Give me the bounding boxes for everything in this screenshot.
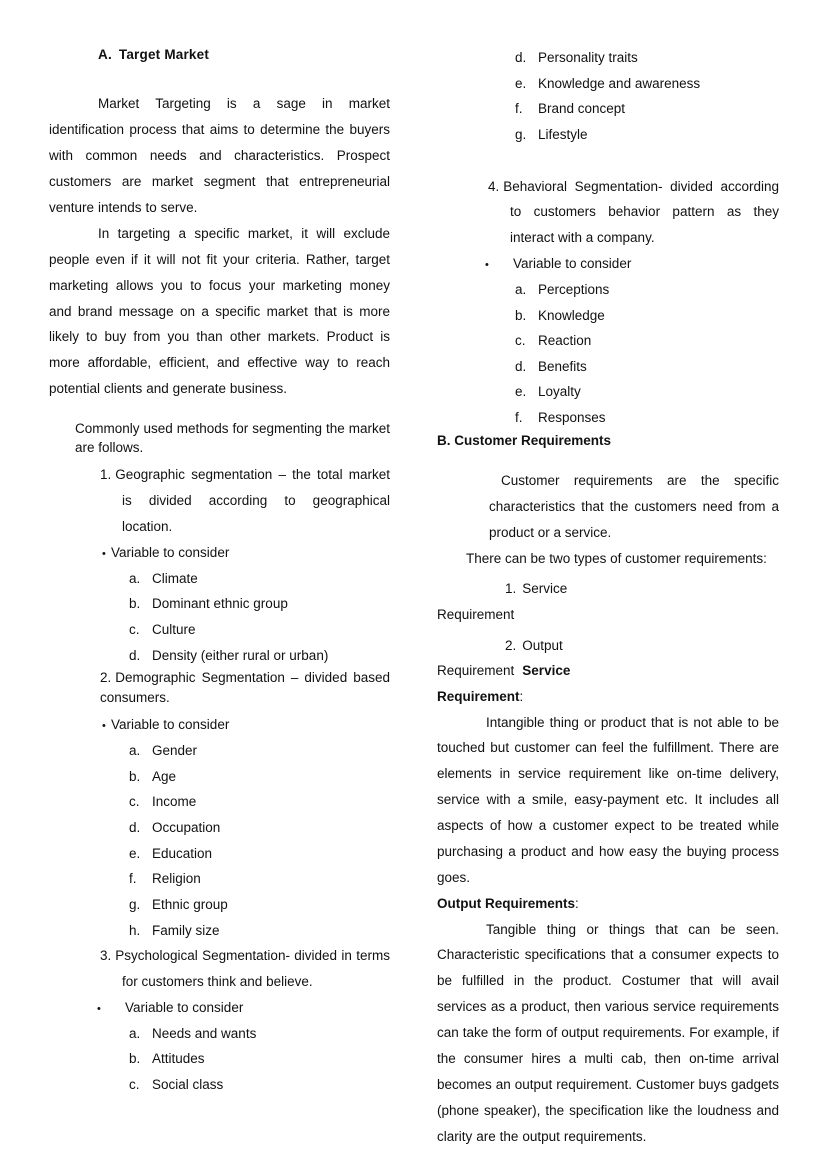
list-item-letter: a. <box>515 281 527 297</box>
list-item-letter: a. <box>129 570 141 586</box>
list-item-letter: g. <box>515 126 527 142</box>
variable-label-text: Variable to consider <box>513 256 632 272</box>
list-item-text: Culture <box>152 622 196 638</box>
list-item-text: Dominant ethnic group <box>152 596 288 612</box>
list-item <box>129 841 390 867</box>
list-item <box>515 71 779 97</box>
segmentation-number: 2. <box>100 670 112 686</box>
list-item-text: Age <box>152 768 177 784</box>
list-item <box>129 815 390 841</box>
service-requirement-heading <box>437 684 779 710</box>
requirement-type-two-wrap: Requirement <box>437 663 515 679</box>
list-item <box>129 866 390 892</box>
list-item <box>515 354 779 380</box>
list-item-text: Knowledge <box>538 307 605 323</box>
variable-label-demographic <box>102 712 390 738</box>
segmentation-title: Geographic segmentation – the total market is divided according to geographical location. <box>115 467 390 535</box>
list-item-text: Perceptions <box>538 281 610 297</box>
list-item-text: Social class <box>152 1076 224 1092</box>
segmentation-title: Psychological Segmentation- divided in terms for customers think and believe. <box>115 948 390 990</box>
list-item <box>129 1021 390 1047</box>
list-item-letter: f. <box>129 871 137 887</box>
requirement-type-one-wrap: Requirement <box>437 607 515 623</box>
bullet-icon: • <box>102 548 106 561</box>
list-item-text: Ethnic group <box>152 896 228 912</box>
list-item <box>515 45 779 71</box>
list-item-letter: d. <box>129 647 141 663</box>
paragraph-output-requirements-body: Tangible thing or things that can be seen. Characteristic specifications that a consumer expects to be fulfilled in the product. Costumer that will avail services as a product, then various service requirements can take the form of output requirements. For example, if the consumer hires a multi cab, then on-time arrival becomes an output requirement. Customer buys gadgets (phone speaker), the specification like the loudness and clarity are the output requirements. <box>437 921 779 1144</box>
list-item-letter: d. <box>515 358 527 374</box>
variable-label-geographic <box>102 540 390 566</box>
list-item-letter: g. <box>129 896 141 912</box>
segmentation-number: 4. <box>488 178 500 194</box>
segmentation-title: Demographic Segmentation – divided based consumers. <box>100 670 390 705</box>
service-requirement-bold-lead: Service <box>522 663 571 679</box>
paragraph-in-targeting: In targeting a specific market, it will exclude people even if it will not fit your criteria. Rather, target marketing allows you to focus your marketing money and brand message on a specific market that is more likely to buy from you than other markets. Product is more affordable, efficient, and effective way to reach potential clients and generate business. <box>49 225 390 397</box>
list-item-text: Religion <box>152 871 201 887</box>
variable-list-demographic <box>49 738 390 943</box>
list-item <box>515 405 779 431</box>
list-item <box>129 918 390 944</box>
segmentation-number: 1. <box>100 467 112 483</box>
list-item-text: Reaction <box>538 333 592 349</box>
list-item <box>515 328 779 354</box>
list-item-text: Benefits <box>538 358 587 374</box>
list-item-text: Income <box>152 794 197 810</box>
list-item-letter: a. <box>129 1025 141 1041</box>
list-item-letter: c. <box>129 1076 140 1092</box>
left-column <box>49 0 390 1098</box>
requirement-type-two-number: 2. <box>505 637 517 653</box>
list-item <box>129 892 390 918</box>
section-heading-a-letter: A. <box>98 47 112 62</box>
segmentation-item-behavioral <box>488 174 779 252</box>
right-column <box>437 0 779 1150</box>
output-requirements-colon: : <box>575 895 579 911</box>
requirement-type-two <box>505 633 779 659</box>
paragraph-service-requirement-body: Intangible thing or product that is not able to be touched but customer can feel the fulfillment. There are elements in service requirement like on-time delivery, service with a smile, easy-payment etc. It includes all aspects of how a customer expect to be treated while purchasing a product and how easy the buying process goes. <box>437 714 779 886</box>
list-item <box>129 643 390 669</box>
requirement-type-one <box>505 576 779 602</box>
list-item-letter: c. <box>129 794 140 810</box>
list-item-text: Lifestyle <box>538 126 588 142</box>
variable-list-behavioral <box>437 277 779 431</box>
list-item-text: Needs and wants <box>152 1025 257 1041</box>
list-item-text: Responses <box>538 410 606 426</box>
spacer <box>49 402 390 419</box>
list-item-letter: f. <box>515 410 523 426</box>
service-requirement-colon: : <box>519 688 524 704</box>
spacer <box>437 451 779 468</box>
list-item-letter: d. <box>515 50 527 65</box>
list-item <box>129 789 390 815</box>
list-item-letter: b. <box>515 307 527 323</box>
list-item <box>515 277 779 303</box>
list-item <box>129 591 390 617</box>
segmentation-title: Behavioral Segmentation- divided according to customers behavior pattern as they interact with a company. <box>503 178 779 246</box>
variable-label-text: Variable to consider <box>111 717 230 733</box>
intro-segmenting-methods: Commonly used methods for segmenting the market are follows. <box>75 421 390 456</box>
list-item-text: Attitudes <box>152 1051 205 1067</box>
list-item-text: Personality traits <box>538 50 638 65</box>
bullet-icon: • <box>102 720 106 733</box>
paragraph-market-targeting: Market Targeting is a sage in market identification process that aims to determine the buyers with common needs and characteristics. Prospect customers are market segment that entrepreneurial venture intends to serve. <box>49 96 390 215</box>
list-item-text: Family size <box>152 922 220 938</box>
list-item-letter: c. <box>515 333 526 349</box>
list-item-letter: e. <box>515 75 527 91</box>
requirement-type-one-number: 1. <box>505 581 517 597</box>
list-item-text: Knowledge and awareness <box>538 75 701 91</box>
list-item-text: Education <box>152 845 213 861</box>
segmentation-item-demographic <box>100 668 390 707</box>
variable-list-geographic <box>49 566 390 669</box>
list-item-text: Loyalty <box>538 384 581 400</box>
variable-list-psychological-continued <box>437 45 779 148</box>
variable-label-text: Variable to consider <box>111 545 230 561</box>
text-types-intro: There can be two types of customer requirements: <box>466 550 767 566</box>
segmentation-item-geographic <box>100 462 390 540</box>
list-item <box>515 96 779 122</box>
list-item-letter: b. <box>129 768 141 784</box>
variable-label-text: Variable to consider <box>125 1000 244 1016</box>
list-item <box>515 379 779 405</box>
list-item <box>515 303 779 329</box>
requirement-type-two-label: Output <box>522 637 563 653</box>
list-item-text: Occupation <box>152 820 221 836</box>
list-item <box>129 566 390 592</box>
list-item-letter: a. <box>129 743 141 759</box>
list-item-text: Density (either rural or urban) <box>152 647 329 663</box>
variable-label-behavioral <box>485 251 779 277</box>
list-item-letter: h. <box>129 922 141 938</box>
list-item-letter: c. <box>129 622 140 638</box>
list-item-text: Climate <box>152 570 198 586</box>
list-item-text: Gender <box>152 743 198 759</box>
requirement-type-one-label: Service <box>522 581 568 597</box>
list-item-letter: d. <box>129 820 141 836</box>
list-item-letter: f. <box>515 101 523 117</box>
list-item <box>129 764 390 790</box>
paragraph-customer-requirements-definition: Customer requirements are the specific characteristics that the customers need from a product or a service. <box>489 473 779 540</box>
list-item <box>129 617 390 643</box>
list-item <box>515 122 779 148</box>
spacer <box>437 148 779 174</box>
spacer <box>49 65 390 91</box>
service-requirement-heading-text: Requirement <box>437 688 520 704</box>
list-item-text: Brand concept <box>538 101 626 117</box>
segmentation-item-psychological <box>100 943 390 995</box>
list-item <box>129 1072 390 1098</box>
list-item-letter: e. <box>515 384 527 400</box>
requirement-type-two-wrap-line <box>437 658 779 684</box>
section-heading-a-label: Target Market <box>118 47 210 62</box>
variable-list-psychological <box>49 1021 390 1098</box>
list-item-letter: b. <box>129 596 141 612</box>
list-item <box>129 738 390 764</box>
list-item <box>129 1046 390 1072</box>
bullet-icon: • <box>485 259 489 272</box>
output-requirements-heading <box>437 891 779 917</box>
segmentation-number: 3. <box>100 948 112 964</box>
list-item-letter: e. <box>129 845 141 861</box>
section-heading-b: B. Customer Requirements <box>437 432 612 448</box>
list-item-letter: b. <box>129 1051 141 1067</box>
output-requirements-heading-text: Output Requirements <box>437 895 576 911</box>
bullet-icon: • <box>97 1003 101 1016</box>
variable-label-psychological <box>97 995 390 1021</box>
section-heading-a <box>98 45 390 65</box>
